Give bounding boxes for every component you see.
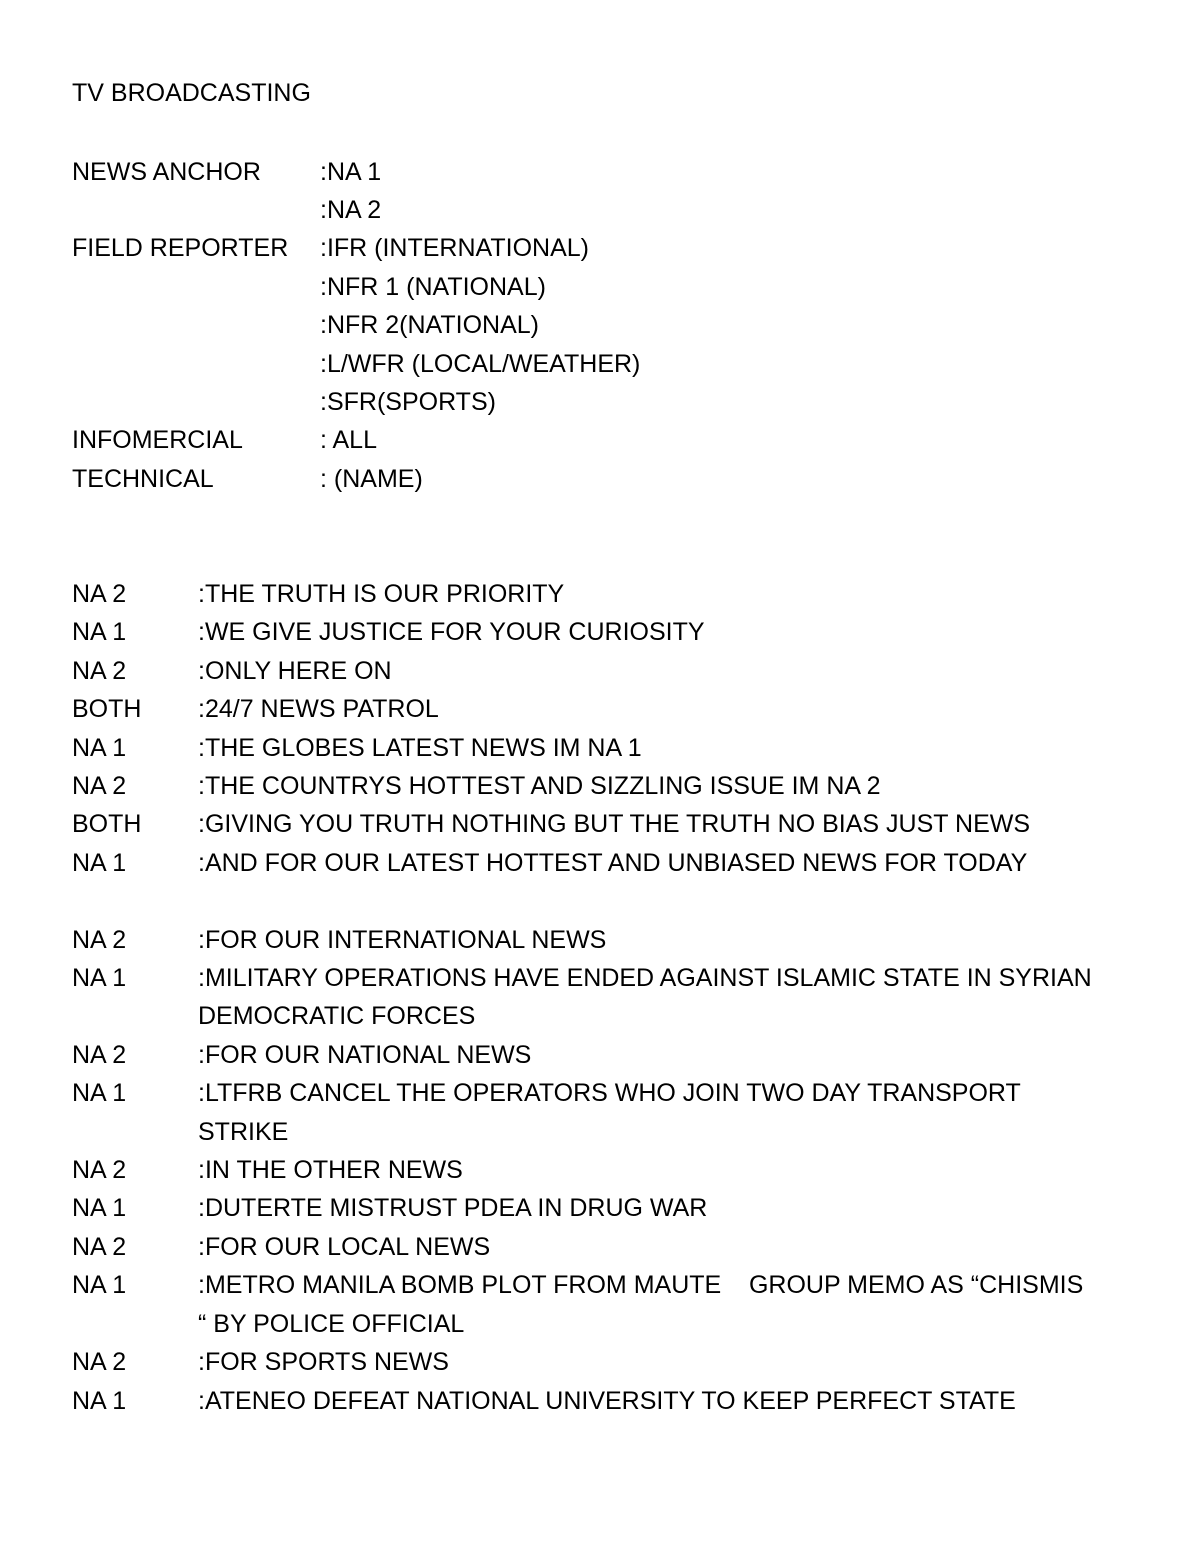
- cast-row: [72, 460, 640, 498]
- line-text: :FOR OUR NATIONAL NEWS: [198, 1040, 532, 1069]
- script-line: [72, 613, 1098, 651]
- cast-row: [72, 307, 640, 345]
- speaker-label: NA 2: [72, 656, 127, 685]
- script-line: [72, 575, 1098, 613]
- script-line: [72, 959, 1098, 1036]
- script-line: [72, 729, 1098, 767]
- script-line: [72, 1266, 1098, 1343]
- line-text: :THE GLOBES LATEST NEWS IM NA 1: [198, 733, 642, 762]
- cast-row: [72, 191, 640, 229]
- speaker-label: NA 1: [72, 964, 127, 993]
- script-body: [72, 575, 1098, 1420]
- cast-row: [72, 422, 640, 460]
- section-spacer: [72, 882, 1098, 920]
- cast-row: [72, 268, 640, 306]
- cast-value: :SFR(SPORTS): [320, 388, 496, 417]
- speaker-label: NA 1: [72, 1386, 127, 1415]
- line-text: :FOR OUR LOCAL NEWS: [198, 1232, 491, 1261]
- speaker-label: BOTH: [72, 695, 142, 724]
- line-text: :LTFRB CANCEL THE OPERATORS WHO JOIN TWO DAY TRANSPORT STRIKE: [198, 1079, 1021, 1146]
- document-title: TV BROADCASTING: [72, 79, 311, 107]
- line-text: :WE GIVE JUSTICE FOR YOUR CURIOSITY: [198, 618, 705, 647]
- speaker-label: NA 2: [72, 1156, 127, 1185]
- script-line: [72, 1382, 1098, 1420]
- script-line: [72, 690, 1098, 728]
- line-text: :IN THE OTHER NEWS: [198, 1156, 463, 1185]
- speaker-label: NA 2: [72, 1348, 127, 1377]
- script-line: [72, 1228, 1098, 1266]
- line-text: :MILITARY OPERATIONS HAVE ENDED AGAINST ISLAMIC STATE IN SYRIAN DEMOCRATIC FORCES: [198, 964, 1092, 1031]
- line-text: :THE TRUTH IS OUR PRIORITY: [198, 580, 565, 608]
- line-text: :GIVING YOU TRUTH NOTHING BUT THE TRUTH NO BIAS JUST NEWS: [198, 810, 1031, 839]
- script-line: [72, 1074, 1098, 1151]
- script-line: [72, 1189, 1098, 1227]
- cast-value: :NA 2: [320, 196, 382, 225]
- cast-role: INFOMERCIAL: [72, 426, 243, 455]
- script-line: [72, 652, 1098, 690]
- line-text: :24/7 NEWS PATROL: [198, 695, 439, 724]
- speaker-label: NA 1: [72, 733, 127, 762]
- line-text: :ONLY HERE ON: [198, 656, 392, 685]
- script-line: [72, 805, 1098, 843]
- line-text: :AND FOR OUR LATEST HOTTEST AND UNBIASED NEWS FOR TODAY: [198, 848, 1028, 877]
- line-text: :ATENEO DEFEAT NATIONAL UNIVERSITY TO KEEP PERFECT STATE: [198, 1386, 1016, 1415]
- line-text: :FOR OUR INTERNATIONAL NEWS: [198, 925, 607, 954]
- cast-row: [72, 345, 640, 383]
- speaker-label: NA 1: [72, 848, 127, 877]
- speaker-label: NA 2: [72, 580, 127, 608]
- speaker-label: BOTH: [72, 810, 142, 839]
- cast-value: :L/WFR (LOCAL/WEATHER): [320, 349, 641, 378]
- line-text: :DUTERTE MISTRUST PDEA IN DRUG WAR: [198, 1194, 708, 1223]
- cast-value: : ALL: [320, 426, 377, 455]
- speaker-label: NA 1: [72, 1194, 127, 1223]
- line-text: :FOR SPORTS NEWS: [198, 1348, 449, 1377]
- speaker-label: NA 2: [72, 925, 127, 954]
- cast-role: FIELD REPORTER: [72, 234, 289, 263]
- cast-value: :NFR 1 (NATIONAL): [320, 272, 546, 301]
- cast-row: [72, 153, 640, 191]
- speaker-label: NA 2: [72, 1232, 127, 1261]
- speaker-label: NA 1: [72, 1271, 127, 1300]
- cast-row: [72, 383, 640, 421]
- cast-value: :IFR (INTERNATIONAL): [320, 234, 589, 263]
- script-line: [72, 1343, 1098, 1381]
- script-line: [72, 1036, 1098, 1074]
- script-line: [72, 921, 1098, 959]
- speaker-label: NA 2: [72, 1040, 127, 1069]
- speaker-label: NA 2: [72, 772, 127, 801]
- speaker-label: NA 1: [72, 618, 127, 647]
- cast-row: [72, 230, 640, 268]
- script-line: [72, 767, 1098, 805]
- cast-role: NEWS ANCHOR: [72, 157, 261, 186]
- line-text: :METRO MANILA BOMB PLOT FROM MAUTE GROUP MEMO AS “CHISMIS “ BY POLICE OFFICIAL: [198, 1271, 1091, 1338]
- speaker-label: NA 1: [72, 1079, 127, 1108]
- cast-value: :NA 1: [320, 157, 382, 186]
- cast-list: [72, 153, 640, 499]
- cast-value: :NFR 2(NATIONAL): [320, 311, 539, 340]
- script-line: [72, 844, 1098, 882]
- script-line: [72, 1151, 1098, 1189]
- line-text: :THE COUNTRYS HOTTEST AND SIZZLING ISSUE IM NA 2: [198, 772, 881, 801]
- cast-value: : (NAME): [320, 464, 423, 493]
- cast-role: TECHNICAL: [72, 464, 214, 493]
